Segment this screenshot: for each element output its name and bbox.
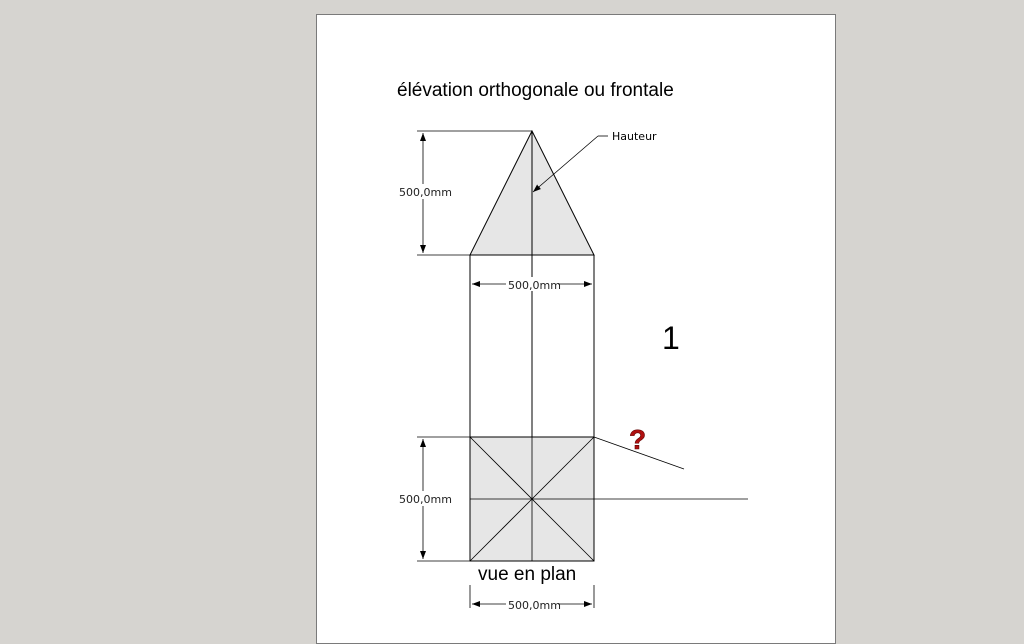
plan-view-label: vue en plan bbox=[478, 564, 577, 585]
drawing-title: élévation orthogonale ou frontale bbox=[397, 80, 674, 101]
view-number: 1 bbox=[662, 320, 680, 356]
plan-width-label: 500,0mm bbox=[508, 599, 561, 612]
elevation-width-label: 500,0mm bbox=[508, 279, 561, 292]
question-mark: ? bbox=[629, 424, 647, 455]
height-dimension-label: 500,0mm bbox=[399, 186, 452, 199]
plan-depth-label: 500,0mm bbox=[399, 493, 452, 506]
hauteur-label: Hauteur bbox=[612, 130, 657, 143]
